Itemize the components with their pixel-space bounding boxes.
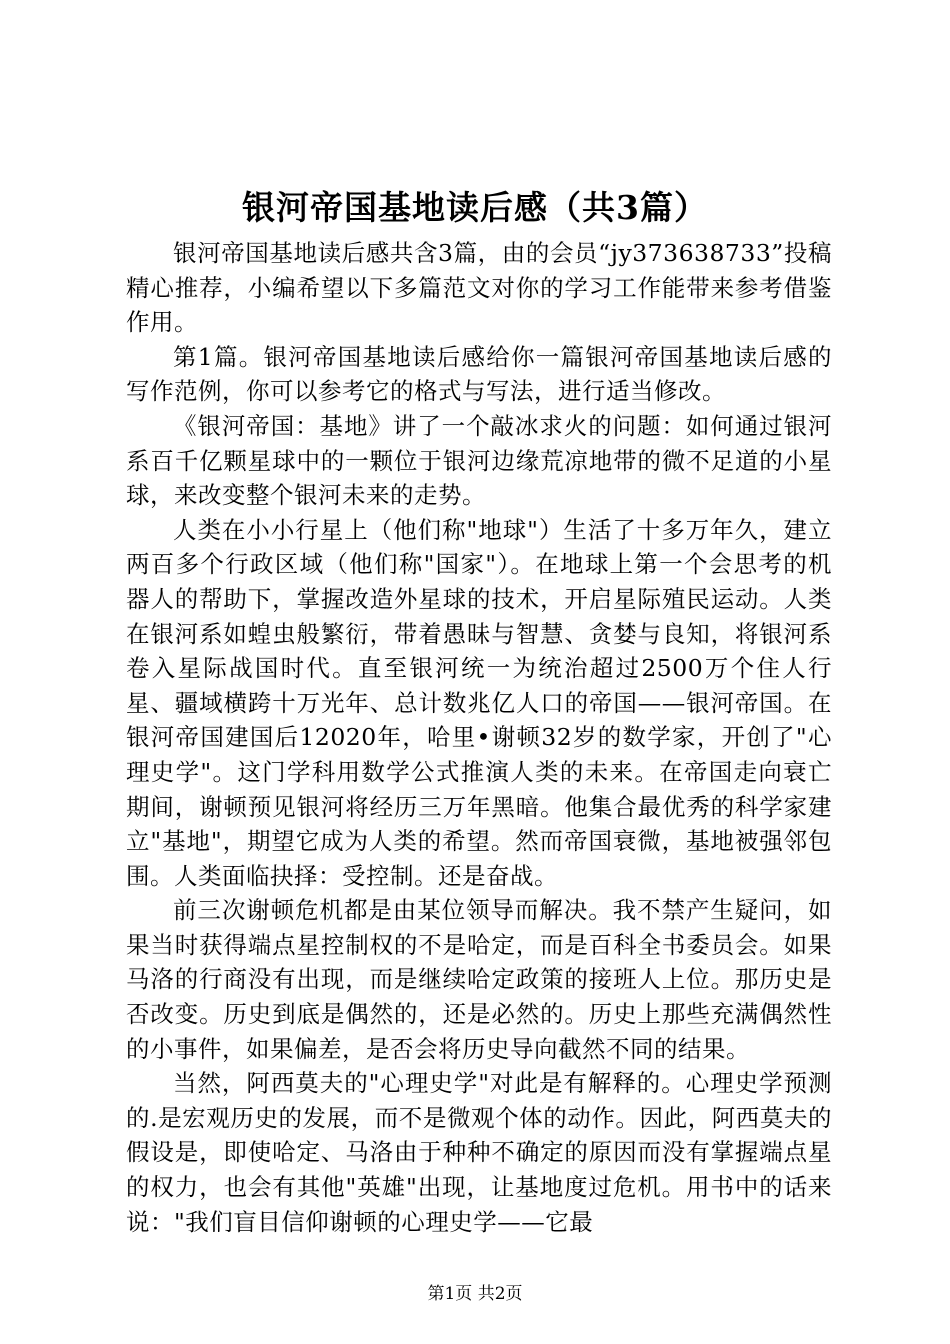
paragraph-intro: 银河帝国基地读后感共含3篇，由的会员“jy373638733”投稿精心推荐，小编希望以下多篇范文对你的学习工作能带来参考借鉴作用。 bbox=[126, 239, 832, 337]
paragraph-human-history: 人类在小小行星上（他们称"地球"）生活了十多万年久，建立两百多个行政区域（他们称"国家"）。在地球上第一个会思考的机器人的帮助下，掌握改造外星球的技术，开启星际殖民运动。人类在银河系如蝗虫般繁衍，带着愚昧与智慧、贪婪与良知，将银河系卷入星际战国时代。直至银河统一为统治超过2500万个住人行星、疆域横跨十万光年、总计数兆亿人口的帝国——银河帝国。在银河帝国建国后12020年，哈里•谢顿32岁的数学家，开创了"心理史学"。这门学科用数学公式推演人类的未来。在帝国走向衰亡期间，谢顿预见银河将经历三万年黑暗。他集合最优秀的科学家建立"基地"，期望它成为人类的希望。然而帝国衰微，基地被强邻包围。人类面临抉择：受控制。还是奋战。 bbox=[126, 515, 832, 890]
paragraph-psychohistory: 当然，阿西莫夫的"心理史学"对此是有解释的。心理史学预测的.是宏观历史的发展，而不是微观个体的动作。因此，阿西莫夫的假设是，即使哈定、马洛由于种种不确定的原因而没有掌握端点星的权力，也会有其他"英雄"出现，让基地度过危机。用书中的话来说："我们盲目信仰谢顿的心理史学——它最 bbox=[126, 1069, 832, 1236]
page-footer: 第1页 共2页 bbox=[427, 1284, 523, 1304]
paragraph-seldon-crises: 前三次谢顿危机都是由某位领导而解决。我不禁产生疑问，如果当时获得端点星控制权的不是哈定，而是百科全书委员会。如果马洛的行商没有出现，而是继续哈定政策的接班人上位。那历史是否改变。历史到底是偶然的，还是必然的。历史上那些充满偶然性的小事件，如果偏差，是否会将历史导向截然不同的结果。 bbox=[126, 896, 832, 1063]
paragraph-part1-intro: 第1篇。银河帝国基地读后感给你一篇银河帝国基地读后感的写作范例，你可以参考它的格式与写法，进行适当修改。 bbox=[126, 342, 832, 406]
document-title: 银河帝国基地读后感（共3篇） bbox=[242, 188, 708, 227]
paragraph-foundation-question: 《银河帝国：基地》讲了一个敲冰求火的问题：如何通过银河系百千亿颗星球中的一颗位于银河边缘荒凉地带的微不足道的小星球，来改变整个银河未来的走势。 bbox=[126, 411, 832, 510]
document-body bbox=[126, 236, 832, 1239]
